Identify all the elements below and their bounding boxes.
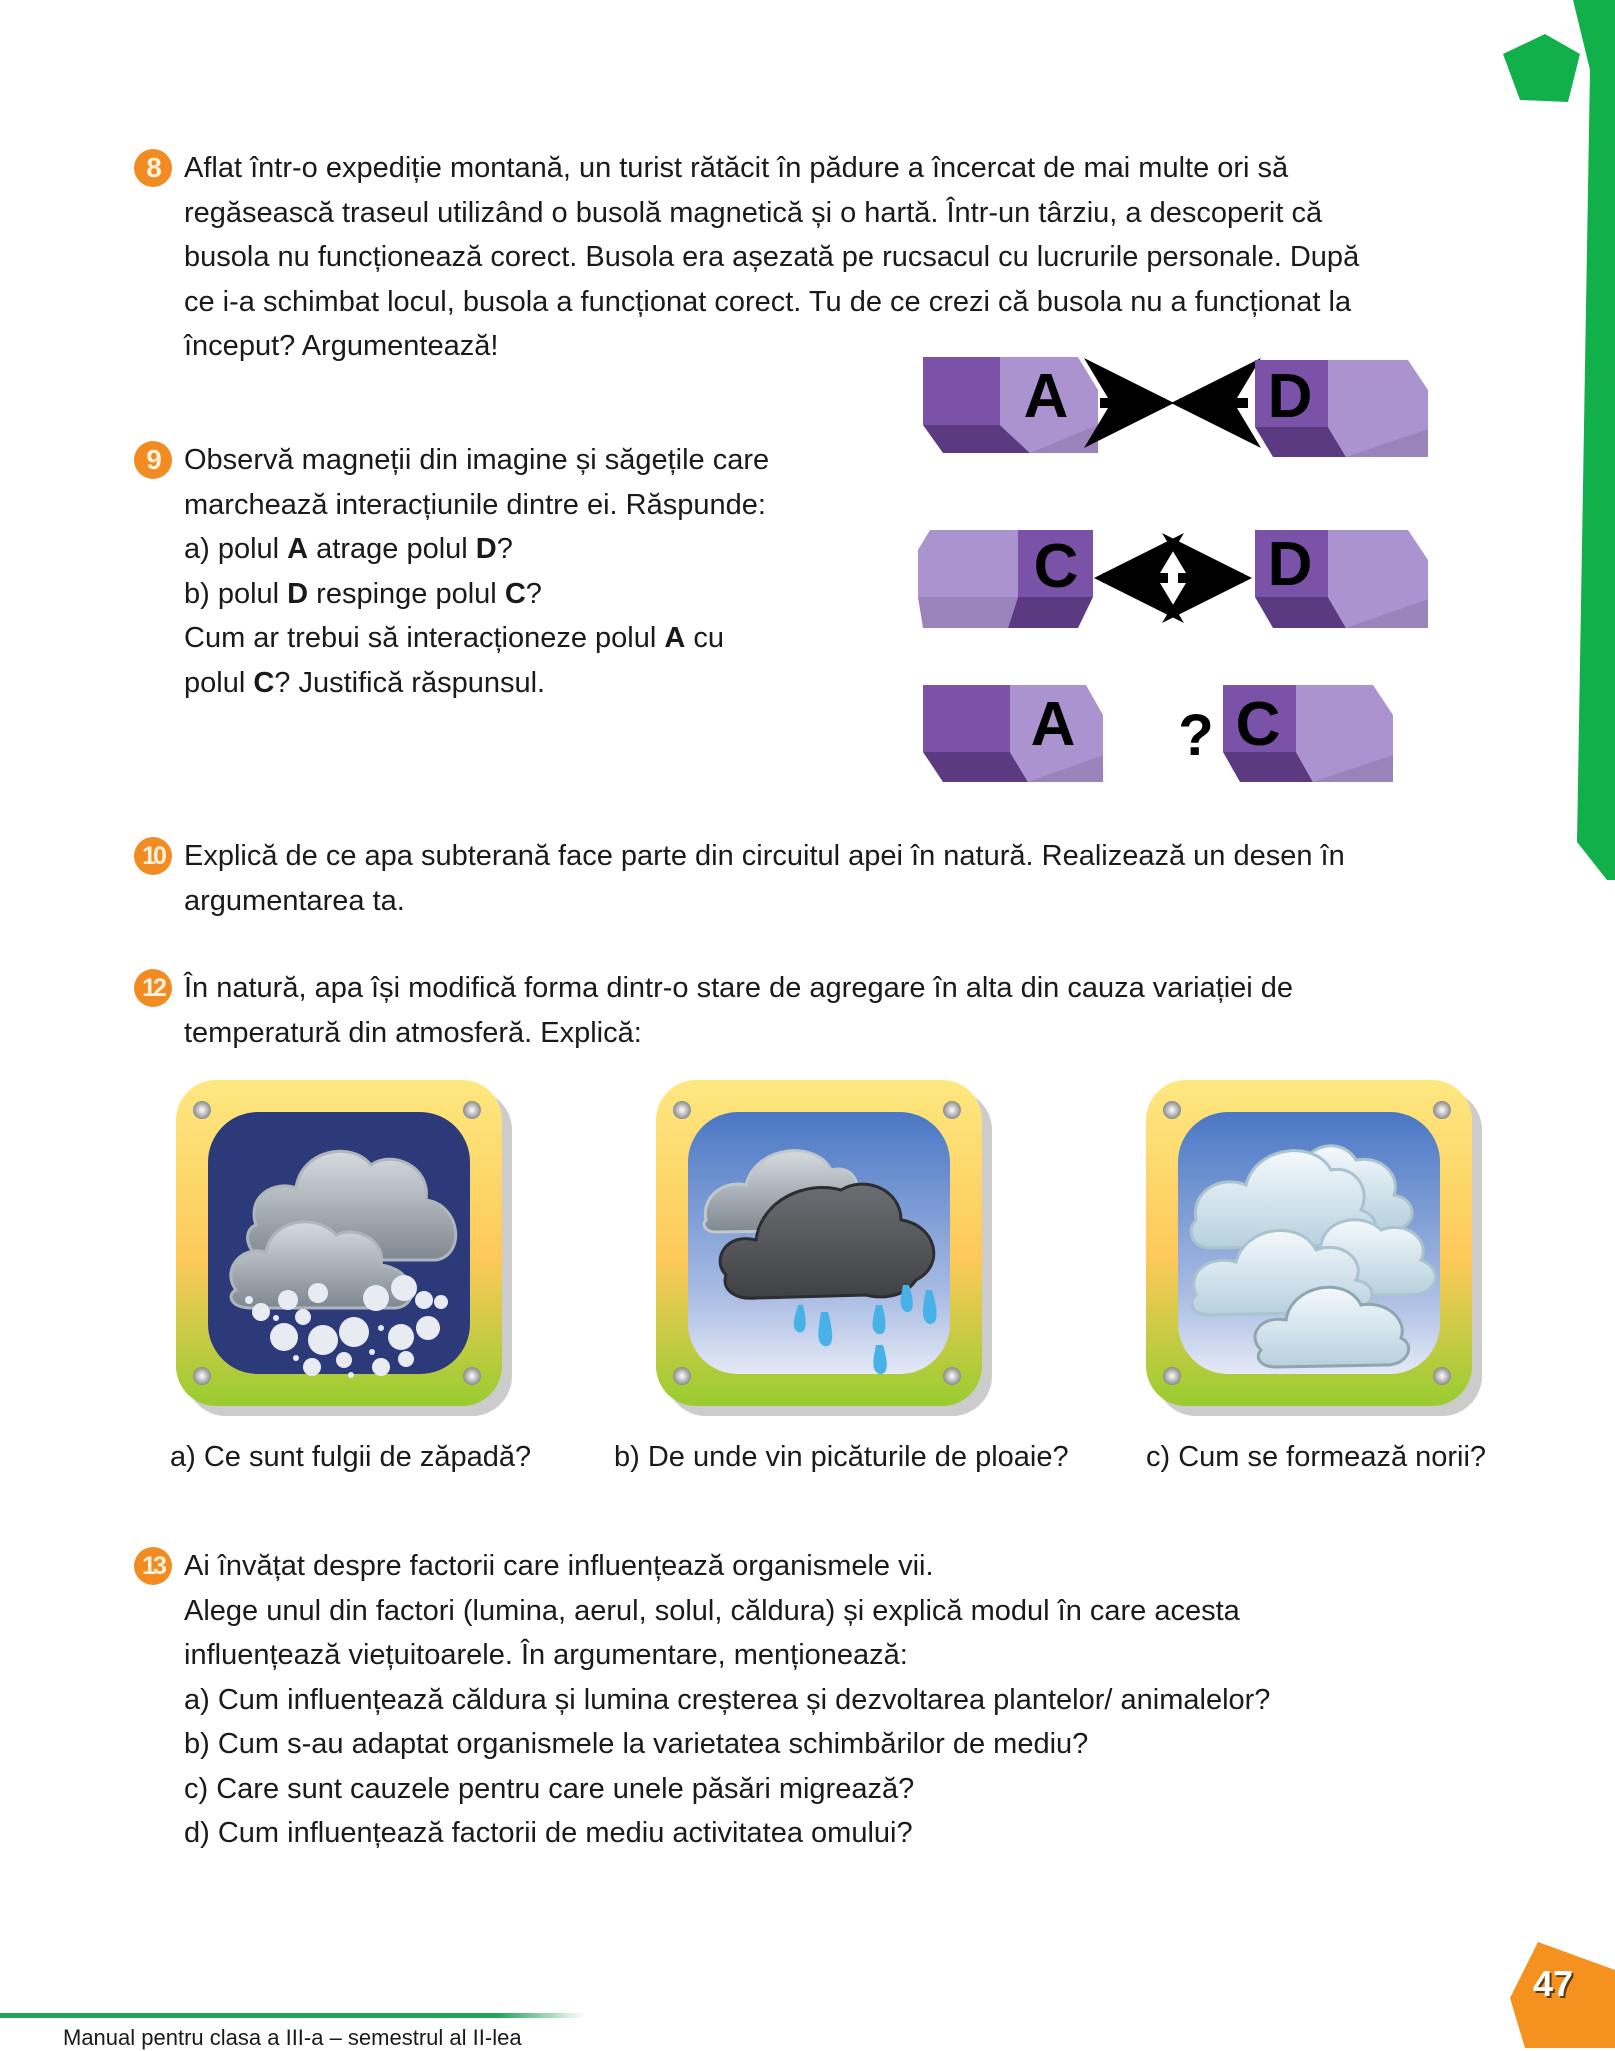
text-line: început? Argumentează! [184,330,499,362]
text-line: ce i-a schimbat locul, busola a funcționat corect. Tu de ce crezi că busola nu a funcționat la [184,285,1352,318]
question-mark: ? [1178,703,1214,768]
question-a: a) polul A atrage polul D? [184,533,513,565]
text-line: regăsească traseul utilizând o busolă magnetică și o hartă. Într-un târziu, a descoperit că [184,196,1323,229]
caption-snow: a) Ce sunt fulgii de zăpadă? [170,1441,532,1473]
text-line: influențează viețuitoarele. În argumentare, menționează: [184,1639,908,1671]
exercise-number-badge: 9 [134,441,172,479]
caption-clouds: c) Cum se formează norii? [1146,1441,1487,1473]
question-b: b) Cum s-au adaptat organismele la varietatea schimbărilor de mediu? [184,1728,1089,1760]
exercise-number-badge: 10 [134,837,172,875]
exercise-13-text [184,1544,1270,1856]
question-c-line1: Cum ar trebui să interacționeze polul A cu [184,622,724,654]
text-line: marchează interacțiunile dintre ei. Răspunde: [184,488,766,521]
question-c-line2: polul C? Justifică răspunsul. [184,666,546,699]
decorative-green-band [1555,0,1615,880]
exercise-number-badge: 12 [134,969,172,1007]
exercise-10-text [184,834,1345,923]
magnet-a-row3 [923,685,1103,782]
text-line: argumentarea ta. [184,884,405,917]
pole-label: D [1267,530,1313,599]
exercise-12-text [184,966,1293,1055]
rain-cloud-card [656,1080,994,1418]
text-line: busola nu funcționează corect. Busola era așezată pe rucsacul cu lucrurile personale. După [184,241,1360,273]
text-line: Explică de ce apa subterană face parte din circuitul apei în natură. Realizează un desen în [184,840,1345,872]
decorative-pentagon-icon [1500,32,1582,106]
page-number: 47 [1533,1963,1574,2004]
exercise-8 [136,146,1359,369]
text-line: temperatură din atmosferă. Explică: [184,1016,642,1049]
footer-book-title: Manual pentru clasa a III-a – semestrul al II-lea [63,2025,522,2050]
text-line: În natură, apa își modifică forma dintr-o stare de agregare în alta din cauza variației de [184,972,1294,1004]
exercise-number-badge: 13 [134,1547,172,1585]
text-line: Ai învățat despre factorii care influențează organismele vii. [184,1550,934,1582]
pole-label: C [1235,690,1281,759]
pole-label: A [1023,362,1069,431]
exercise-12 [136,966,1293,1055]
exercise-9-text [184,438,769,705]
exercise-10 [136,834,1345,923]
pole-label: C [1033,532,1079,601]
caption-rain: b) De unde vin picăturile de ploaie? [614,1441,1069,1473]
question-b: b) polul D respinge polul C? [184,577,542,610]
exercise-number-badge: 8 [134,149,172,187]
snow-cloud-card [176,1080,514,1418]
clouds-card [1146,1080,1484,1418]
magnet-c-row3 [1223,685,1393,782]
exercise-8-text [184,146,1359,369]
pole-label: D [1267,362,1313,431]
text-line: Observă magneții din imagine și săgețile care [184,444,770,476]
text-line: Alege unul din factori (lumina, aerul, solul, căldura) și explică modul în care acesta [184,1594,1240,1627]
magnet-a-row1 [923,357,1098,453]
exercise-9 [136,438,769,705]
text-line: Aflat într-o expediție montană, un turist rătăcit în pădure a încercat de mai multe ori să [184,152,1289,184]
magnet-d-row2 [1255,530,1428,628]
magnet-c-row2 [918,530,1093,628]
magnet-diagram [918,345,1498,785]
footer-divider [0,2013,585,2018]
magnet-d-row1 [1255,360,1428,457]
pole-label: A [1030,690,1076,759]
question-c: c) Care sunt cauzele pentru care unele păsări migrează? [184,1772,915,1805]
question-a: a) Cum influențează căldura și lumina creșterea și dezvoltarea plantelor/ animalelor? [184,1683,1271,1716]
question-d: d) Cum influențează factorii de mediu activitatea omului? [184,1817,913,1849]
exercise-13 [136,1544,1270,1856]
